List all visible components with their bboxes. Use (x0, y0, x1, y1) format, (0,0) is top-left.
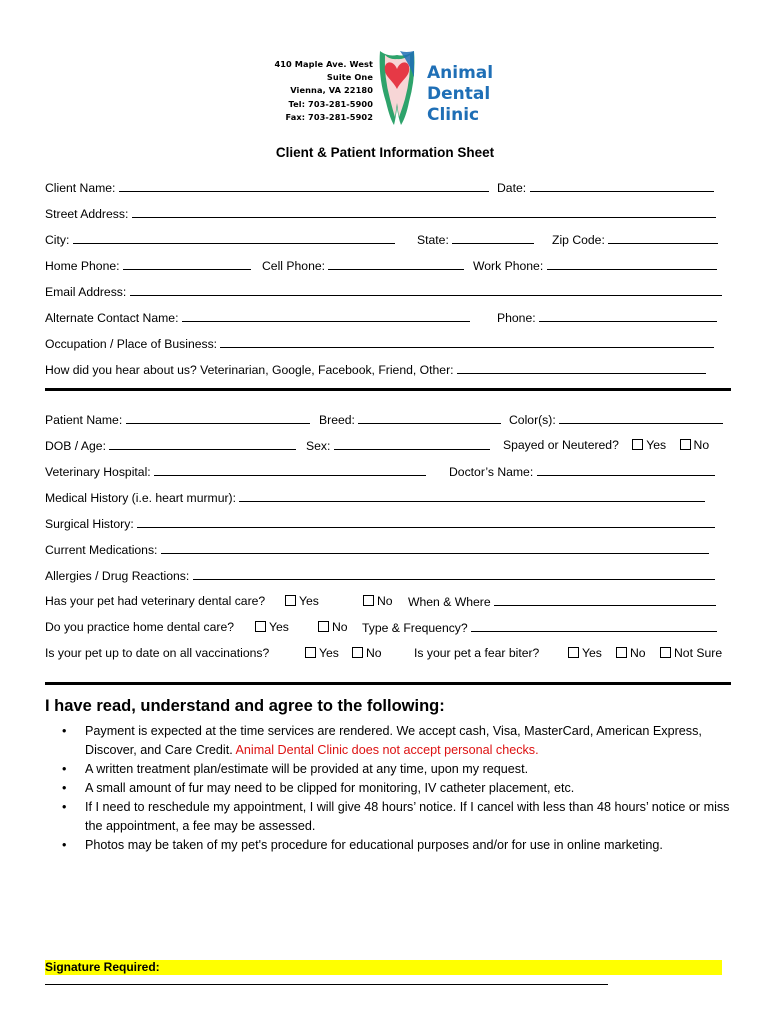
occupation-label: Occupation / Place of Business: (45, 337, 218, 351)
breed-label: Breed: (319, 413, 355, 427)
bullet-icon: • (62, 781, 67, 795)
dob-age-label: DOB / Age: (45, 439, 106, 453)
checkbox-icon[interactable] (363, 595, 374, 606)
street-address-field[interactable] (45, 206, 716, 221)
not-sure-label: Not Sure (674, 646, 723, 660)
allergies-field[interactable] (45, 568, 715, 583)
fur-clipping-text: A small amount of fur may need to be clipped for monitoring, IV catheter placement, etc. (85, 781, 575, 795)
phone-line: Tel: 703-281-5900 (288, 98, 373, 109)
doctor-name-field[interactable] (449, 464, 715, 479)
bullet-icon: • (62, 838, 67, 852)
referral-source-field[interactable] (45, 362, 706, 377)
spayed-neutered-question (503, 438, 709, 452)
clinic-name-line: Clinic (427, 105, 480, 125)
fax-line: Fax: 703-281-5902 (285, 111, 373, 122)
medications-label: Current Medications: (45, 543, 158, 557)
spayed-neutered-label: Spayed or Neutered? (503, 438, 619, 452)
medications-field[interactable] (45, 542, 709, 557)
no-label: No (693, 438, 710, 452)
vaccination-question (45, 646, 269, 660)
sex-label: Sex: (306, 439, 331, 453)
address-line: Vienna, VA 22180 (290, 85, 373, 96)
vaccination-yes-option[interactable] (305, 646, 339, 660)
client-name-label: Client Name: (45, 181, 116, 195)
medical-history-label: Medical History (i.e. heart murmur): (45, 491, 236, 505)
bullet-icon: • (62, 762, 67, 776)
sex-field[interactable] (306, 438, 490, 453)
occupation-field[interactable] (45, 336, 714, 351)
fear-biter-not-sure-option[interactable] (660, 646, 722, 660)
section-divider (45, 682, 731, 685)
dental-care-label: Has your pet had veterinary dental care? (45, 594, 266, 608)
when-where-label: When & Where (408, 595, 491, 609)
no-label: No (630, 646, 646, 660)
date-label: Date: (497, 181, 527, 195)
list-item (45, 722, 745, 760)
yes-label: Yes (582, 646, 602, 660)
medical-history-field[interactable] (45, 490, 705, 505)
treatment-plan-text: A written treatment plan/estimate will be provided at any time, upon my request. (85, 762, 529, 776)
vet-hospital-field[interactable] (45, 464, 426, 479)
vaccination-label: Is your pet up to date on all vaccinations? (45, 646, 270, 660)
home-phone-label: Home Phone: (45, 259, 120, 273)
home-care-question (45, 620, 234, 634)
checkbox-icon[interactable] (568, 647, 579, 658)
email-address-label: Email Address: (45, 285, 127, 299)
vet-hospital-label: Veterinary Hospital: (45, 465, 151, 479)
alternate-contact-label: Alternate Contact Name: (45, 311, 179, 325)
checkbox-icon[interactable] (318, 621, 329, 632)
signature-label: Signature Required: (45, 960, 160, 974)
type-frequency-label: Type & Frequency? (362, 621, 468, 635)
list-item (45, 779, 745, 798)
payment-terms-text: Payment is expected at the time services are rendered. We accept cash, Visa, MasterCard, American Express, Discover, and Care Credit. (85, 724, 702, 757)
clinic-address (268, 58, 373, 124)
doctor-name-label: Doctor’s Name: (449, 465, 534, 479)
alternate-phone-label: Phone: (497, 311, 536, 325)
cell-phone-label: Cell Phone: (262, 259, 326, 273)
fear-biter-question (414, 646, 539, 660)
breed-field[interactable] (319, 412, 501, 427)
when-where-field[interactable] (408, 594, 716, 609)
state-label: State: (417, 233, 449, 247)
terms-list (45, 722, 745, 855)
clinic-name-line: Dental (427, 84, 491, 104)
list-item (45, 760, 745, 779)
surgical-history-field[interactable] (45, 516, 715, 531)
spayed-yes-option[interactable] (632, 438, 666, 452)
no-label: No (377, 594, 393, 608)
list-item (45, 798, 745, 836)
colors-label: Color(s): (509, 413, 556, 427)
dob-age-field[interactable] (45, 438, 296, 453)
no-label: No (332, 620, 348, 634)
checkbox-icon[interactable] (616, 647, 627, 658)
city-field[interactable] (45, 232, 395, 247)
list-item (45, 836, 745, 855)
type-frequency-field[interactable] (362, 620, 717, 635)
address-line: Suite One (326, 72, 373, 83)
checkbox-icon[interactable] (255, 621, 266, 632)
section-divider (45, 388, 731, 391)
colors-field[interactable] (509, 412, 723, 427)
work-phone-field[interactable] (473, 258, 717, 273)
fear-biter-yes-option[interactable] (568, 646, 602, 660)
dental-care-yes-option[interactable] (285, 594, 319, 608)
zip-code-label: Zip Code: (552, 233, 605, 247)
fear-biter-no-option[interactable] (616, 646, 646, 660)
no-checks-notice: Animal Dental Clinic does not accept personal checks. (235, 743, 539, 757)
vaccination-no-option[interactable] (352, 646, 382, 660)
reschedule-policy-text: If I need to reschedule my appointment, I will give 48 hours’ notice. If I cancel with less than 48 hours’ notice or miss the appointment, a fee may be assessed. (85, 800, 730, 833)
client-name-field[interactable] (45, 180, 489, 195)
checkbox-icon[interactable] (305, 647, 316, 658)
home-phone-field[interactable] (45, 258, 251, 273)
work-phone-label: Work Phone: (473, 259, 544, 273)
no-label: No (366, 646, 382, 660)
cell-phone-field[interactable] (262, 258, 464, 273)
signature-field[interactable] (45, 960, 722, 975)
street-address-label: Street Address: (45, 207, 129, 221)
zip-code-field[interactable] (552, 232, 718, 247)
clinic-name (427, 63, 493, 126)
address-line: 410 Maple Ave. West (274, 59, 373, 69)
photo-consent-text: Photos may be taken of my pet's procedure for educational purposes and/or for use in online marketing. (85, 838, 663, 852)
checkbox-icon[interactable] (352, 647, 363, 658)
patient-name-field[interactable] (45, 412, 310, 427)
home-care-yes-option[interactable] (255, 620, 289, 634)
page-title: Client & Patient Information Sheet (275, 145, 495, 160)
bullet-icon: • (62, 800, 67, 814)
home-care-label: Do you practice home dental care? (45, 620, 235, 634)
bullet-icon: • (62, 724, 67, 738)
referral-source-label: How did you hear about us? Veterinarian, Google, Facebook, Friend, Other: (45, 363, 454, 377)
date-field[interactable] (497, 180, 714, 195)
checkbox-icon[interactable] (660, 647, 671, 658)
city-label: City: (45, 233, 70, 247)
agreement-heading: I have read, understand and agree to the following: (45, 697, 445, 715)
checkbox-icon[interactable] (680, 439, 691, 450)
patient-name-label: Patient Name: (45, 413, 123, 427)
checkbox-icon[interactable] (632, 439, 643, 450)
home-care-no-option[interactable] (318, 620, 348, 634)
alternate-contact-field[interactable] (45, 310, 470, 325)
tooth-heart-logo-icon (376, 47, 418, 127)
spayed-no-option[interactable] (680, 438, 710, 452)
fear-biter-label: Is your pet a fear biter? (414, 646, 540, 660)
yes-label: Yes (299, 594, 319, 608)
checkbox-icon[interactable] (285, 595, 296, 606)
dental-care-question (45, 594, 265, 608)
surgical-history-label: Surgical History: (45, 517, 134, 531)
alternate-phone-field[interactable] (497, 310, 717, 325)
email-address-field[interactable] (45, 284, 722, 299)
yes-label: Yes (319, 646, 339, 660)
yes-label: Yes (646, 438, 667, 452)
clinic-name-line: Animal (427, 63, 494, 83)
allergies-label: Allergies / Drug Reactions: (45, 569, 190, 583)
state-field[interactable] (417, 232, 534, 247)
dental-care-no-option[interactable] (363, 594, 393, 608)
yes-label: Yes (269, 620, 289, 634)
